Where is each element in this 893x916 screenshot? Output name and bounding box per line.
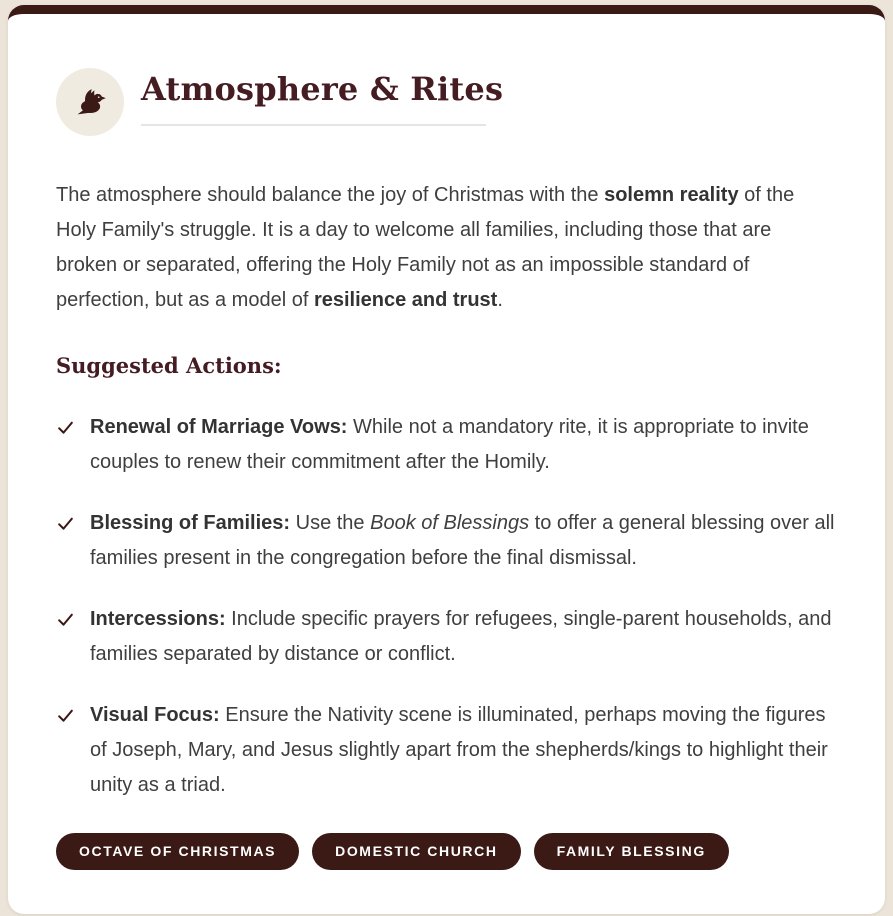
page-title: Atmosphere & Rites: [141, 70, 504, 108]
tag-badge: FAMILY BLESSING: [534, 833, 729, 870]
tag-badge: OCTAVE OF CHRISTMAS: [56, 833, 299, 870]
action-body: Ensure the Nativity scene is illuminated, perhaps moving the figures of Joseph, Mary, and Jesus slightly apart from the shepherds/kings to highlight their unity as a triad.: [90, 704, 828, 796]
action-label: Visual Focus:: [90, 704, 220, 726]
action-list-item: [56, 410, 837, 480]
title-block: [141, 60, 503, 126]
dove-icon: [56, 68, 124, 136]
action-list-item: [56, 602, 837, 672]
action-text: [90, 698, 837, 803]
check-icon: [56, 506, 90, 533]
check-icon: [56, 410, 90, 437]
action-text: [90, 602, 837, 672]
tags-row: [56, 833, 837, 870]
tag-badge: DOMESTIC CHURCH: [312, 833, 520, 870]
action-text: [90, 410, 837, 480]
intro-paragraph: The atmosphere should balance the joy of Christmas with the solemn reality of the Holy Family's struggle. It is a day to welcome all families, including those that are broken or separated, offering the Holy Family not as an impossible standard of perfection, but as a model of resilience and trust.: [56, 184, 795, 311]
suggested-actions-heading: Suggested Actions:: [56, 353, 282, 378]
check-icon: [56, 698, 90, 725]
content-card: [8, 5, 885, 914]
action-body: While not a mandatory rite, it is appropriate to invite couples to renew their commitment after the Homily.: [90, 416, 809, 473]
action-text: [90, 506, 837, 576]
action-list-item: [56, 698, 837, 803]
check-icon: [56, 602, 90, 629]
card-header: [56, 60, 837, 136]
action-list-item: [56, 506, 837, 576]
suggested-actions-list: [56, 410, 837, 803]
title-divider: [141, 124, 486, 126]
action-label: Intercessions:: [90, 608, 226, 630]
action-body: Use the Book of Blessings to offer a general blessing over all families present in the congregation before the final dismissal.: [90, 512, 835, 569]
action-label: Blessing of Families:: [90, 512, 291, 534]
action-label: Renewal of Marriage Vows:: [90, 416, 348, 438]
action-body: Include specific prayers for refugees, single-parent households, and families separated by distance or conflict.: [90, 608, 832, 665]
